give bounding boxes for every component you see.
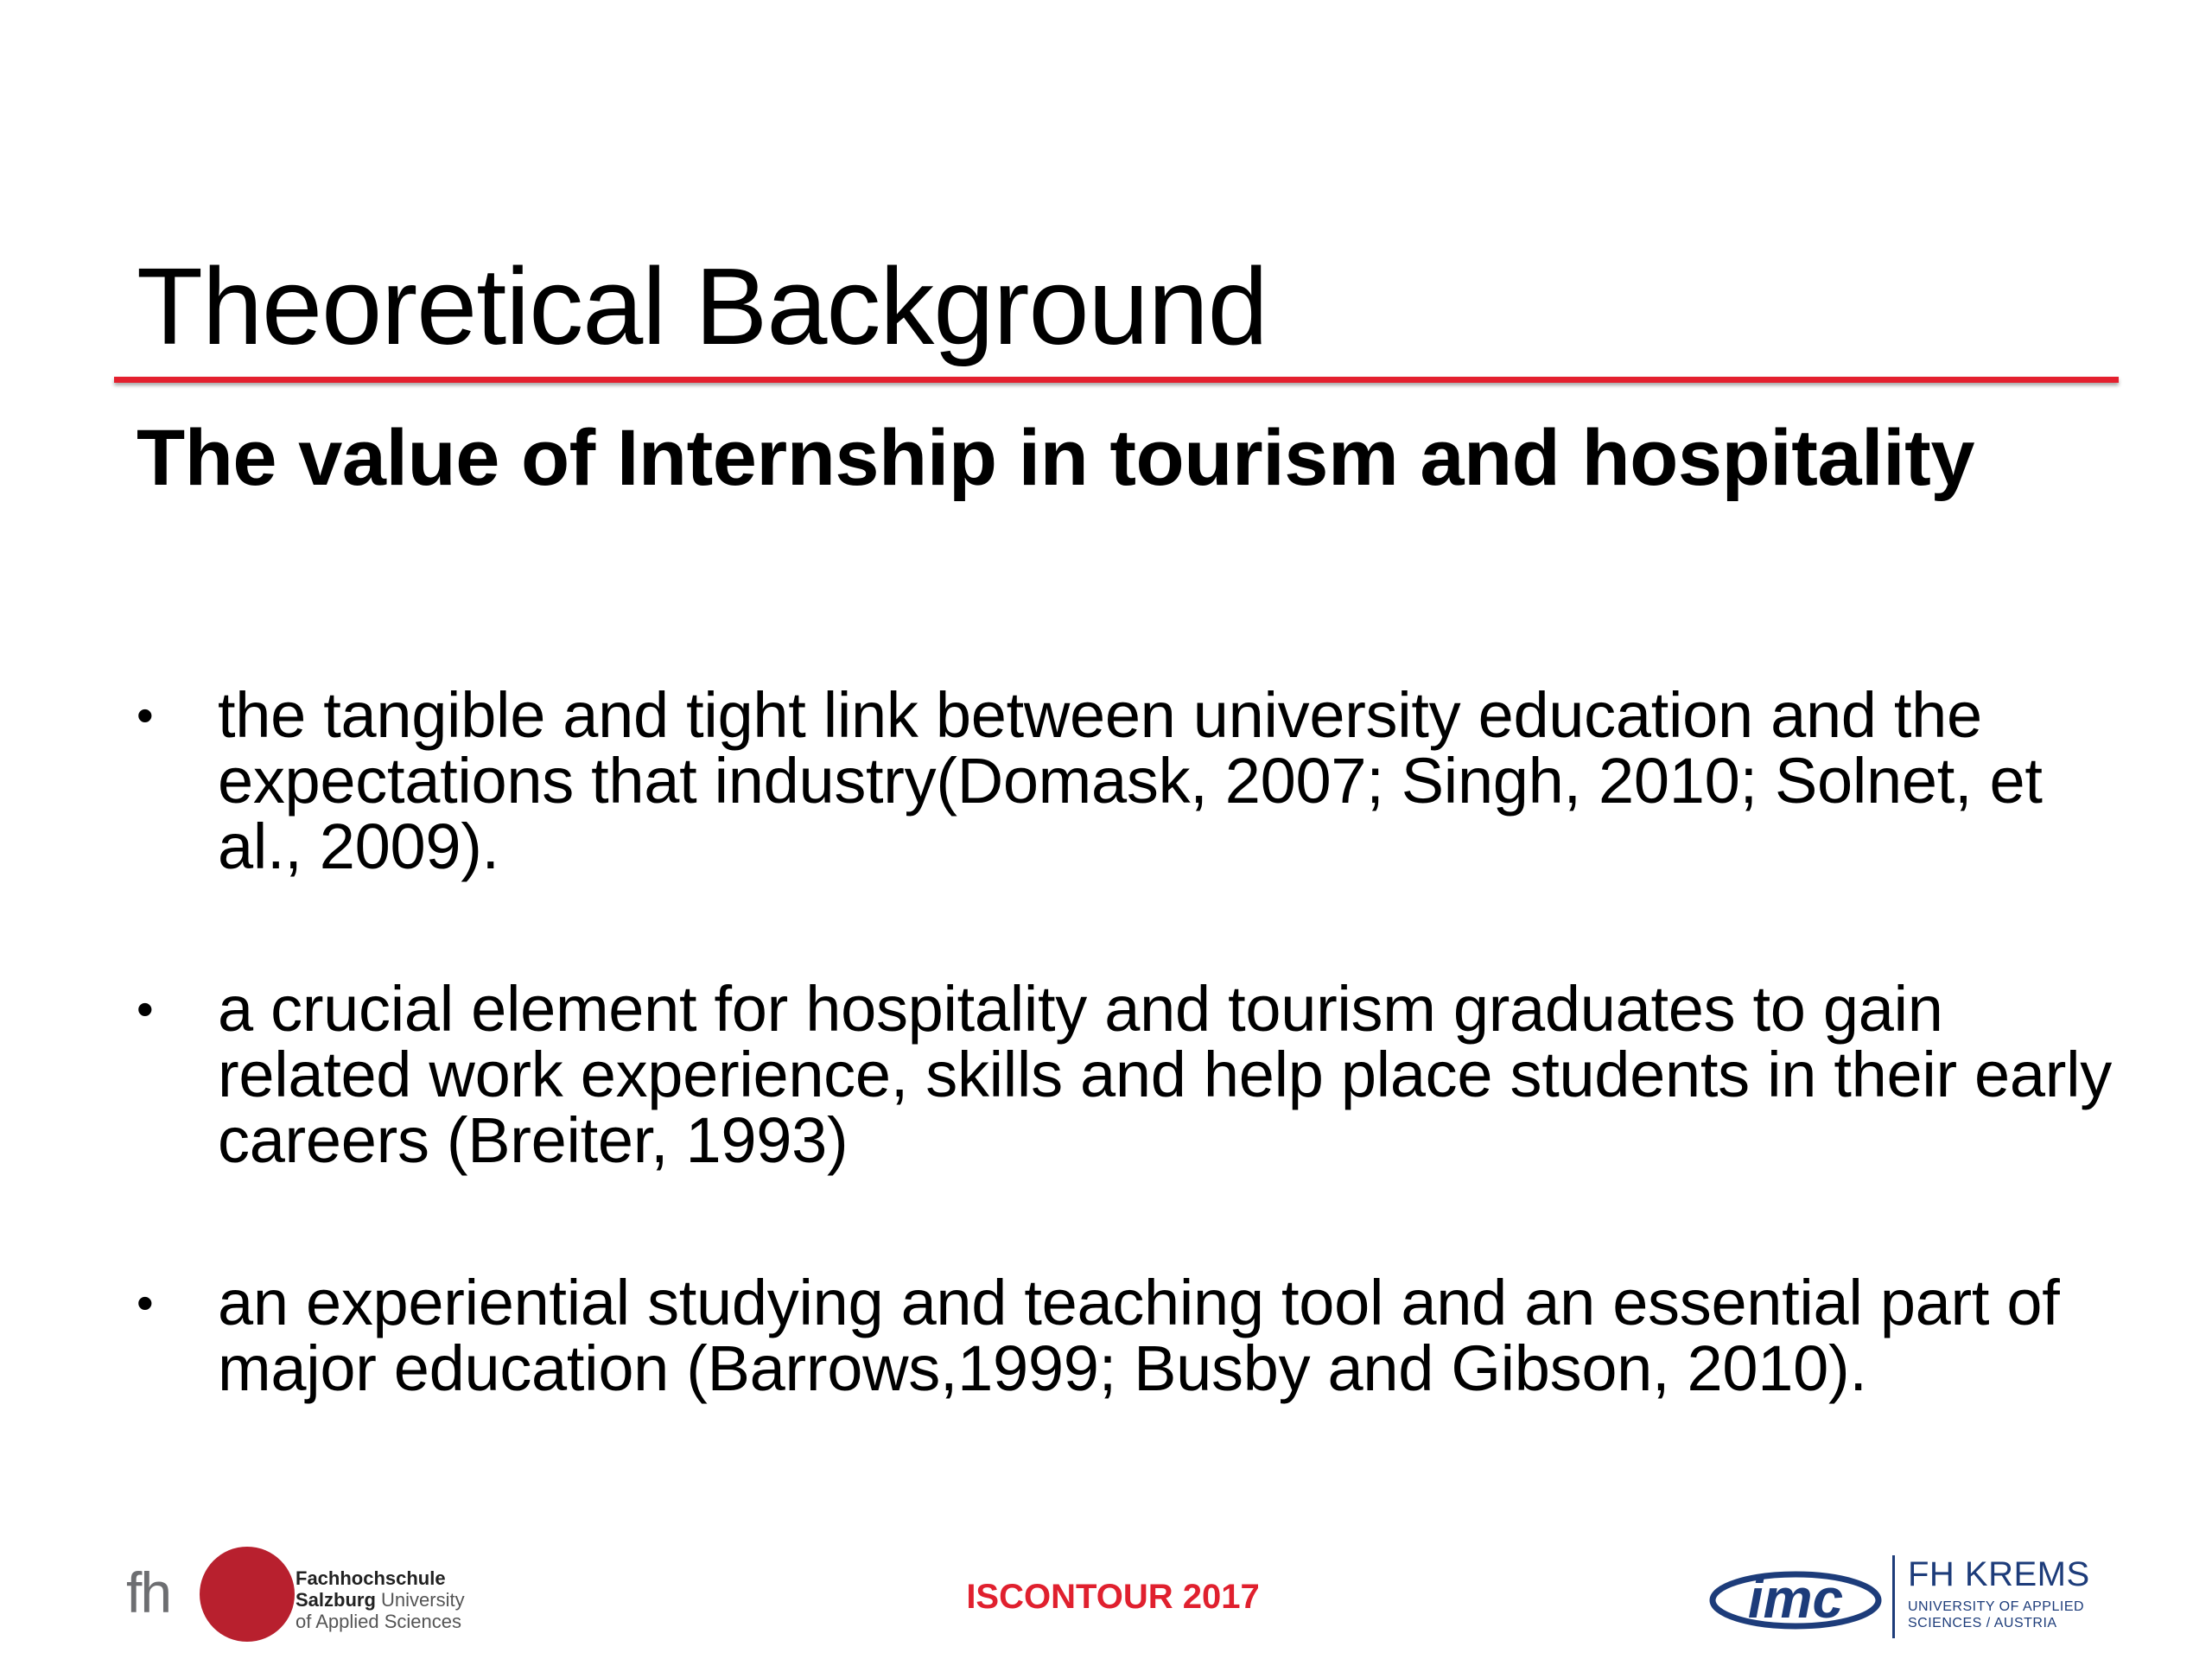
bullet-dot-icon: •: [137, 1275, 154, 1330]
bullet-dot-icon: •: [137, 982, 154, 1036]
fhs-line2-bold: Salzburg: [296, 1589, 376, 1611]
fhs-logo-circle-icon: [200, 1547, 295, 1642]
title-divider: [114, 377, 2119, 383]
imc-logo-separator: [1892, 1555, 1895, 1638]
fh-krems-sub1: UNIVERSITY OF APPLIED: [1908, 1599, 2085, 1614]
bullet-dot-icon: •: [137, 688, 154, 742]
conference-label: ISCONTOUR 2017: [966, 1578, 1260, 1616]
bullet-item: [130, 679, 2143, 882]
fhs-logo-text: [296, 1567, 465, 1632]
imc-logo-mark: imc: [1747, 1567, 1844, 1630]
fh-krems-sub2: SCIENCES / AUSTRIA: [1908, 1616, 2057, 1630]
fhs-logo: [126, 1547, 498, 1642]
imc-logo-swoosh-icon: [1709, 1555, 1886, 1638]
bullet-item: [130, 1267, 2143, 1404]
fh-krems-title: FH KREMS: [1908, 1555, 2090, 1593]
fh-krems-subtitle: [1908, 1599, 2084, 1631]
fhs-logo-mark: fhs: [126, 1560, 198, 1624]
bullet-text: a crucial element for hospitality and tourism graduates to gain related work experience, skills and help place students in their early careers (Breiter, 1993): [218, 973, 2112, 1176]
bullet-list: [130, 679, 2143, 1498]
bullet-text: an experiential studying and teaching tool and an essential part of major education (Barrows,1999; Busby and Gibson, 2010).: [218, 1267, 2060, 1404]
fhs-line2-rest: University: [375, 1589, 465, 1611]
bullet-text: the tangible and tight link between university education and the expectations that industry(Domask, 2007; Singh, 2010; Solnet, et al., 2009).: [218, 679, 2043, 882]
fhs-line3: of Applied Sciences: [296, 1611, 462, 1632]
imc-logo: [1709, 1555, 2107, 1642]
slide-title: Theoretical Background: [137, 245, 1268, 367]
slide-subtitle: The value of Internship in tourism and hospitality: [137, 414, 1974, 502]
bullet-item: [130, 973, 2143, 1176]
fhs-line1: Fachhochschule: [296, 1567, 446, 1589]
